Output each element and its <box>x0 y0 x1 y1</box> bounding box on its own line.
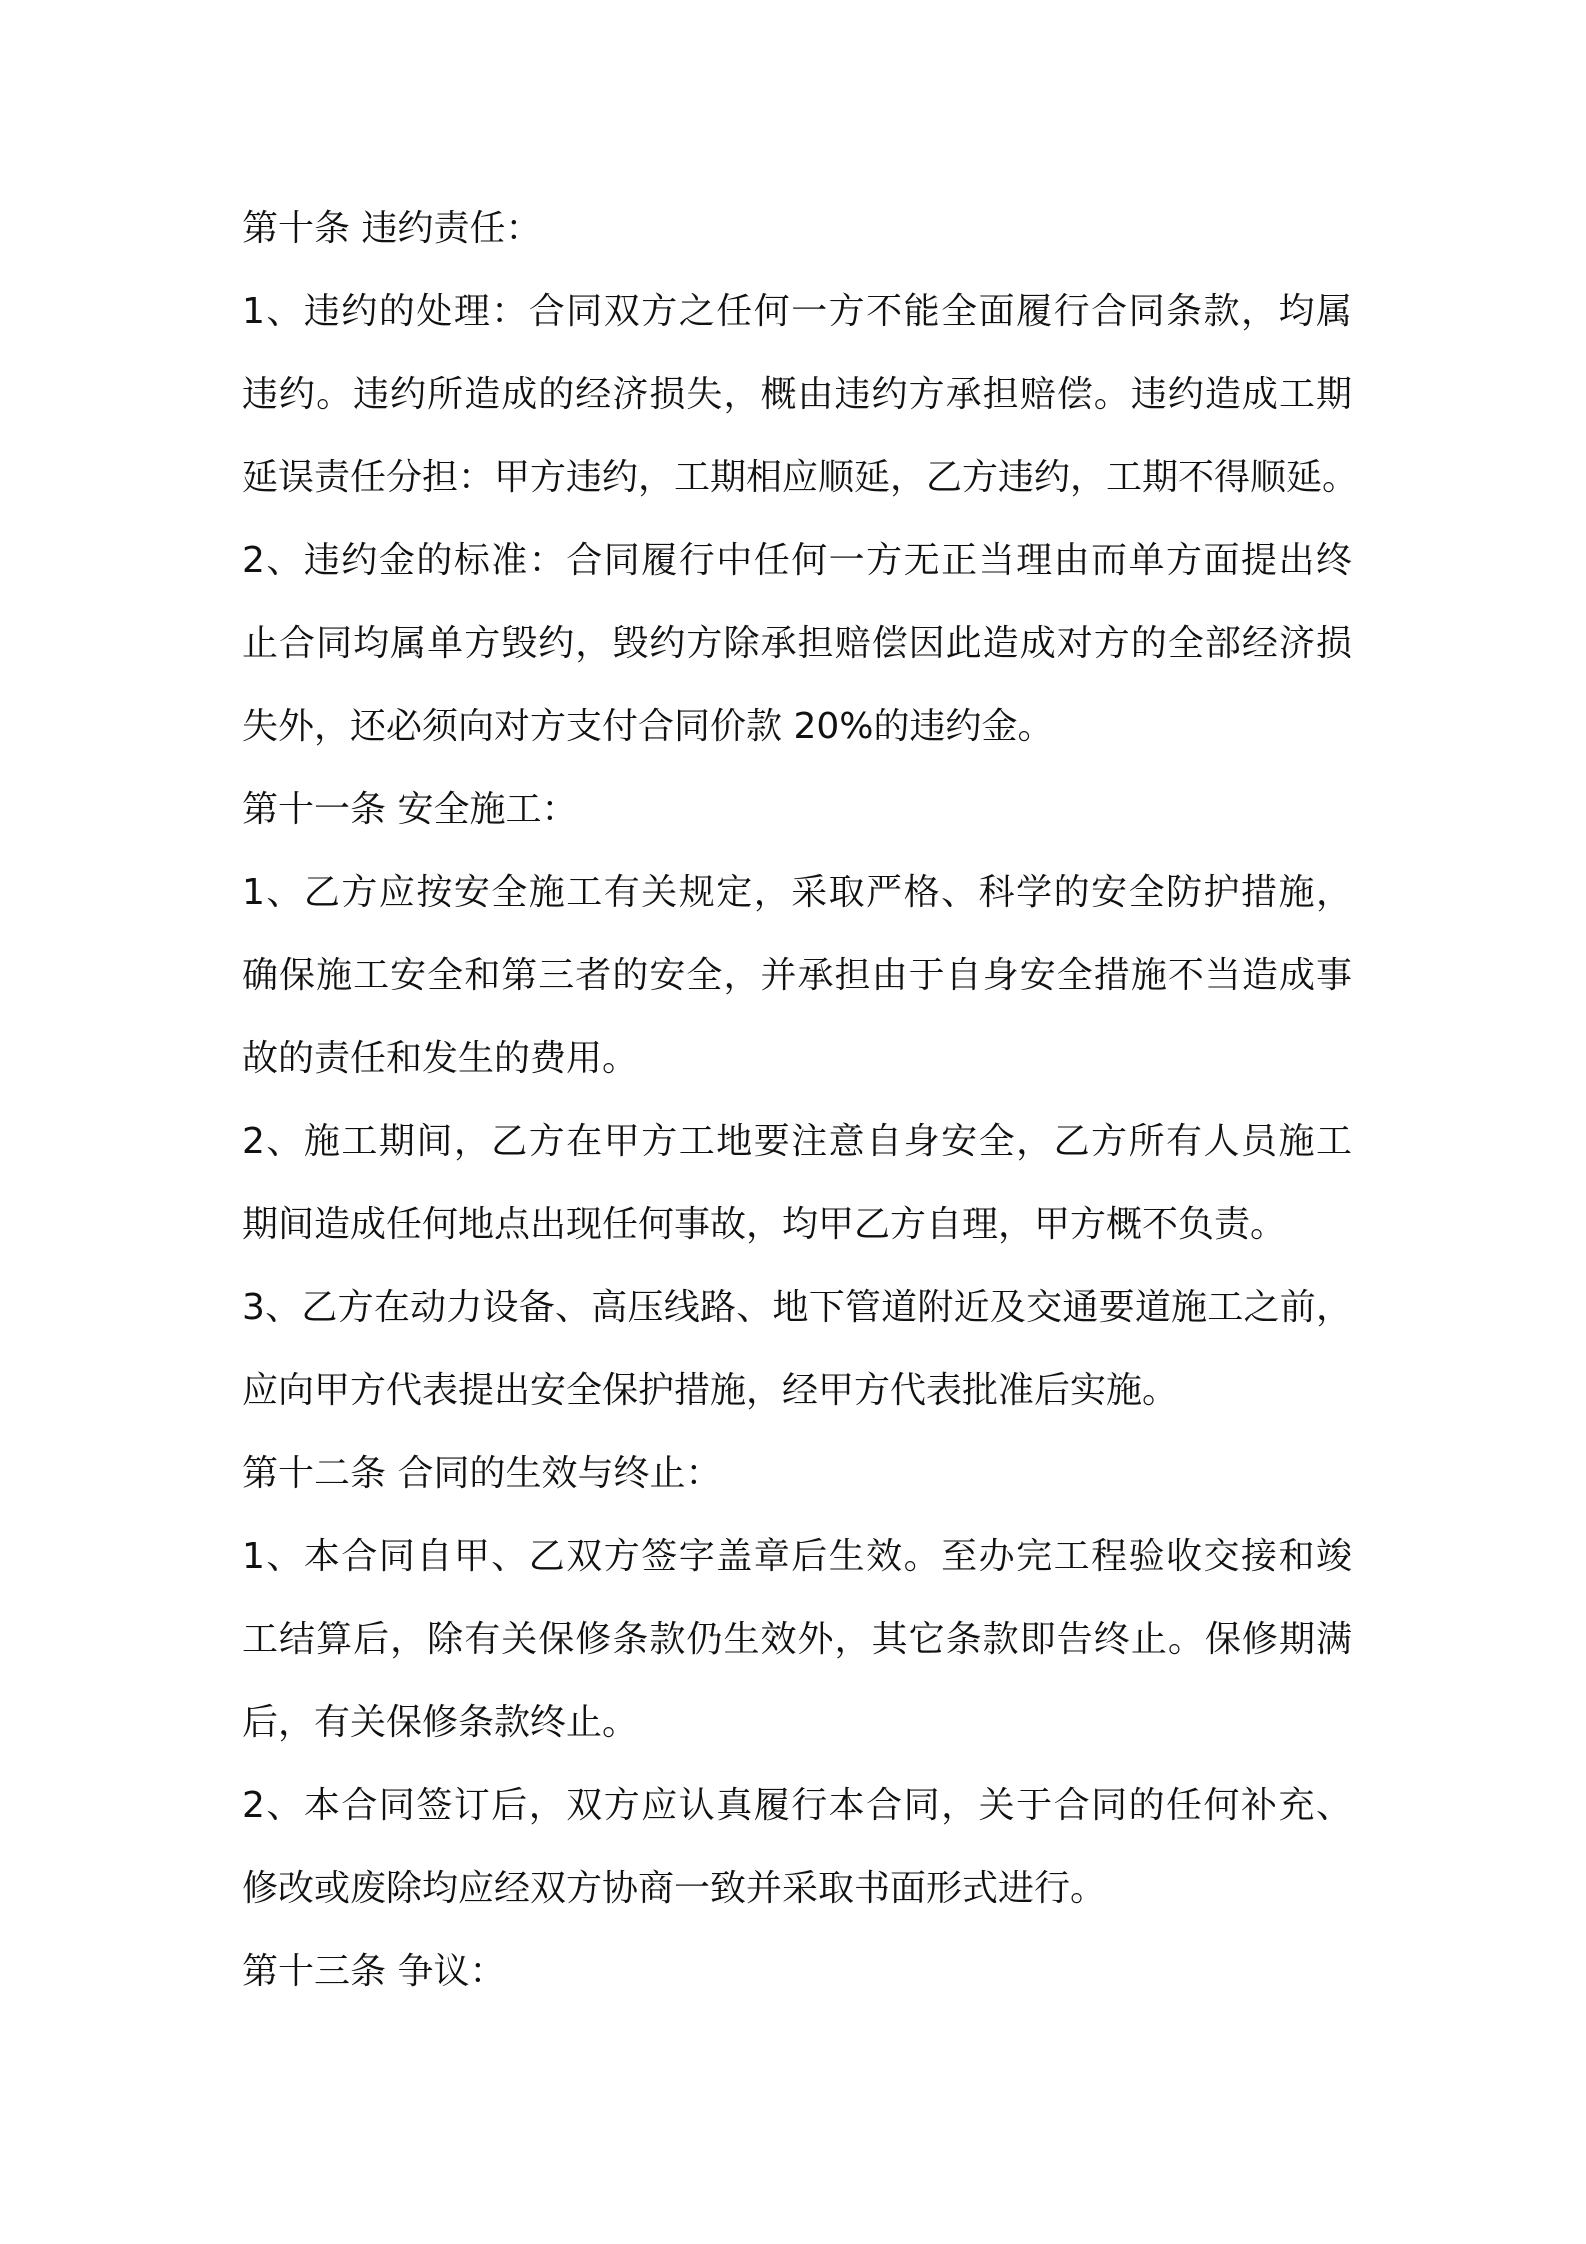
paragraph-line: 2、本合同签订后，双方应认真履行本合同，关于合同的任何补充、 <box>242 1785 1352 1826</box>
paragraph-line: 止合同均属单方毁约，毁约方除承担赔偿因此造成对方的全部经济损 <box>242 623 1352 664</box>
paragraph-line: 失外，还必须向对方支付合同价款 20%的违约金。 <box>242 706 1054 747</box>
article-13-heading: 第十三条 争议： <box>242 1951 506 1992</box>
paragraph-line: 修改或废除均应经双方协商一致并采取书面形式进行。 <box>242 1868 1107 1909</box>
paragraph-line: 1、本合同自甲、乙双方签字盖章后生效。至办完工程验收交接和竣 <box>242 1536 1352 1577</box>
paragraph-line: 2、违约金的标准：合同履行中任何一方无正当理由而单方面提出终 <box>242 540 1352 581</box>
paragraph-line: 应向甲方代表提出安全保护措施，经甲方代表批准后实施。 <box>242 1370 1179 1411</box>
article-12-heading: 第十二条 合同的生效与终止： <box>242 1453 722 1494</box>
paragraph-line: 2、施工期间，乙方在甲方工地要注意自身安全，乙方所有人员施工 <box>242 1121 1352 1162</box>
paragraph-line: 1、违约的处理：合同双方之任何一方不能全面履行合同条款，均属 <box>242 291 1352 332</box>
paragraph-line: 后，有关保修条款终止。 <box>242 1702 639 1743</box>
paragraph-line: 期间造成任何地点出现任何事故，均甲乙方自理，甲方概不负责。 <box>242 1204 1287 1245</box>
paragraph-line: 违约。违约所造成的经济损失，概由违约方承担赔偿。违约造成工期 <box>242 374 1352 415</box>
paragraph-line: 确保施工安全和第三者的安全，并承担由于自身安全措施不当造成事 <box>242 955 1352 996</box>
article-11-heading: 第十一条 安全施工： <box>242 789 578 830</box>
paragraph-line: 故的责任和发生的费用。 <box>242 1038 639 1079</box>
paragraph-line: 3、乙方在动力设备、高压线路、地下管道附近及交通要道施工之前， <box>242 1287 1352 1328</box>
paragraph-line: 1、乙方应按安全施工有关规定，采取严格、科学的安全防护措施， <box>242 872 1352 913</box>
paragraph-line: 延误责任分担：甲方违约，工期相应顺延，乙方违约，工期不得顺延。 <box>242 457 1359 498</box>
paragraph-line: 工结算后，除有关保修条款仍生效外，其它条款即告终止。保修期满 <box>242 1619 1352 1660</box>
article-10-heading: 第十条 违约责任： <box>242 208 542 249</box>
document-page <box>242 205 1359 2031</box>
